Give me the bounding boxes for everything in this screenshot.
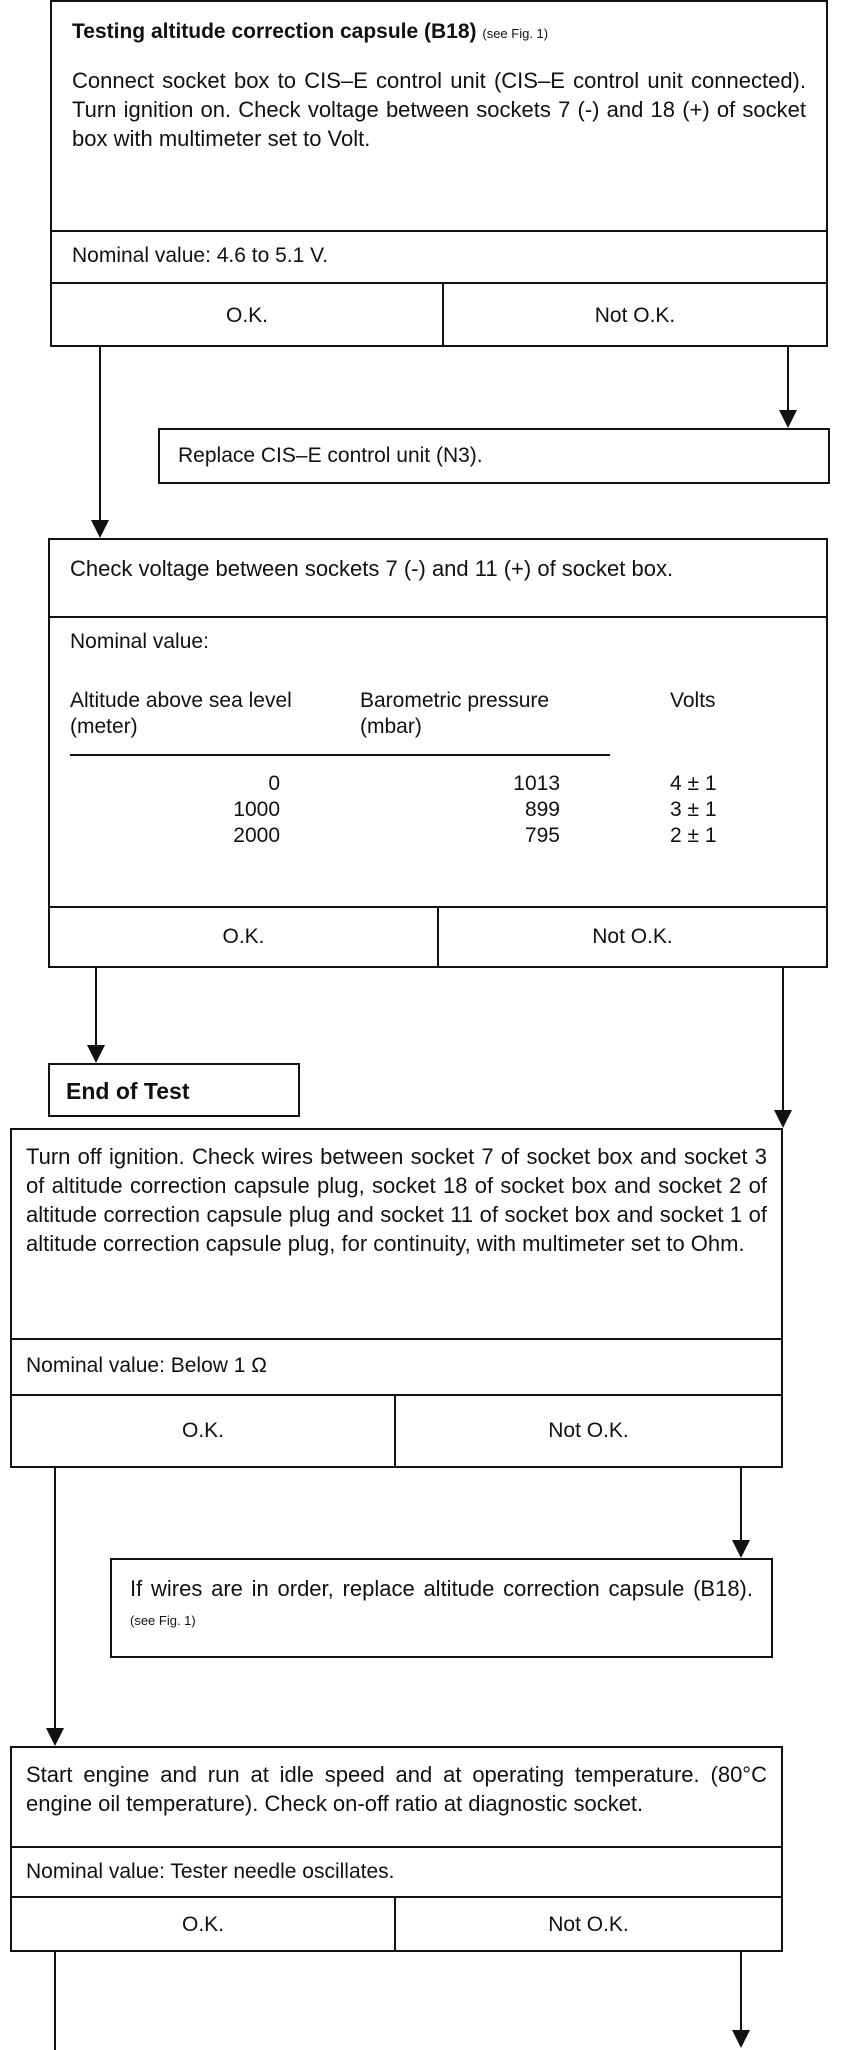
- arrow-head: [46, 1728, 64, 1746]
- table-row: [70, 822, 717, 848]
- step1-instructions: Connect socket box to CIS–E control unit (CIS–E control unit connected). Turn ignition on. Check voltage between sockets 7 (-) and 18 (+) of socket box with multimeter set to Volt.: [72, 68, 806, 151]
- step3-instructions: Turn off ignition. Check wires between socket 7 of socket box and socket 3 of altitude correction capsule plug, socket 18 of socket box and socket 2 of altitude correction capsule plug and socket 11 of socket box and socket 1 of altitude correction capsule plug, for continuity, with multimeter set to Ohm.: [26, 1144, 767, 1256]
- arrow-head: [774, 1110, 792, 1128]
- altitude-cell: 0: [268, 772, 280, 795]
- step2-instructions: Check voltage between sockets 7 (-) and 11 (+) of socket box.: [70, 556, 674, 581]
- volts-cell: 2 ± 1: [670, 824, 717, 847]
- header-pressure: Barometric pressure (mbar): [360, 688, 610, 755]
- altitude-cell: 2000: [233, 824, 280, 847]
- step2-nominal-label: Nominal value:: [70, 630, 209, 653]
- step4-instructions: Start engine and run at idle speed and at operating temperature. (80°C engine oil temperature). Check on-off ratio at diagnostic socket.: [26, 1762, 767, 1816]
- pressure-cell: 795: [524, 824, 560, 847]
- table-row: [70, 755, 717, 796]
- arrow-head: [779, 410, 797, 428]
- table-row: [70, 796, 717, 822]
- end-of-test-box: [48, 1063, 300, 1117]
- step2-not-ok: Not O.K.: [592, 925, 673, 948]
- step4-outcomes: [12, 1896, 781, 1952]
- step4-box: [10, 1746, 783, 1952]
- step4-ok: O.K.: [12, 1898, 396, 1952]
- step1-outcomes: [52, 282, 826, 347]
- step3-not-ok: Not O.K.: [548, 1419, 629, 1442]
- step4-nominal: Nominal value: Tester needle oscillates.: [12, 1846, 781, 1896]
- altitude-cell: 1000: [233, 798, 280, 821]
- header-volts: Volts: [670, 689, 716, 712]
- replace-capsule-ref: (see Fig. 1): [130, 1613, 196, 1628]
- replace-capsule-text-block: [130, 1574, 753, 1635]
- volts-cell: 4 ± 1: [670, 771, 717, 795]
- replace-capsule-text: If wires are in order, replace altitude correction capsule (B18).: [130, 1576, 753, 1601]
- step3-outcomes: [12, 1394, 781, 1466]
- step4-not-ok: Not O.K.: [548, 1913, 629, 1936]
- step2-box: [48, 538, 828, 968]
- step1-nominal: Nominal value: 4.6 to 5.1 V.: [52, 230, 826, 282]
- step3-nominal: Nominal value: Below 1 Ω: [12, 1338, 781, 1394]
- step3-ok: O.K.: [12, 1396, 396, 1466]
- step1-title-ref: (see Fig. 1): [482, 26, 549, 41]
- step2-outcomes: [50, 906, 826, 966]
- replace-control-unit-text: Replace CIS–E control unit (N3).: [178, 444, 483, 467]
- header-altitude: Altitude above sea level (meter): [70, 688, 360, 755]
- volts-cell: 3 ± 1: [670, 798, 717, 821]
- step2-ok: O.K.: [50, 908, 439, 966]
- step1-title: Testing altitude correction capsule (B18): [72, 20, 477, 43]
- replace-control-unit-box: [158, 428, 830, 484]
- step1-box: [50, 0, 828, 347]
- arrow-head: [91, 520, 109, 538]
- pressure-cell: 1013: [513, 772, 560, 795]
- step1-ok: O.K.: [52, 284, 444, 347]
- end-of-test-text: End of Test: [66, 1078, 190, 1104]
- step1-not-ok: Not O.K.: [594, 303, 676, 327]
- step1-title-line: [52, 2, 826, 44]
- replace-capsule-box: [110, 1558, 773, 1658]
- arrow-head: [732, 2030, 750, 2048]
- step2-nominal-section: [50, 616, 826, 906]
- arrow-head: [732, 1540, 750, 1558]
- pressure-cell: 899: [524, 798, 560, 821]
- altitude-table: [70, 688, 717, 848]
- arrow-head: [87, 1045, 105, 1063]
- step3-box: [10, 1128, 783, 1468]
